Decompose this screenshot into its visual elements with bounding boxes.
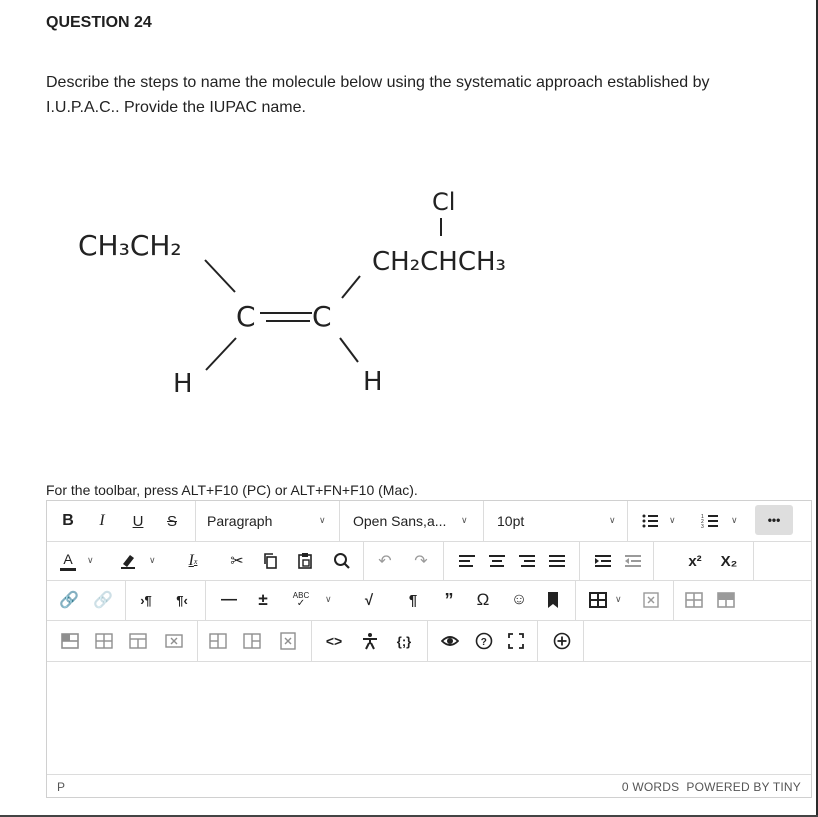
blockquote-icon[interactable]: ”	[444, 589, 454, 610]
divider	[311, 620, 312, 661]
divider	[443, 541, 444, 580]
fullscreen-icon[interactable]	[505, 630, 527, 652]
bond-left-lower	[206, 338, 236, 370]
delete-column-icon[interactable]	[277, 630, 299, 652]
question-text: Describe the steps to name the molecule below using the systematic approach established by I.U.P.A.C.. Provide the IUPAC name.	[46, 74, 710, 116]
source-code-icon[interactable]: <>	[325, 633, 343, 649]
bond-left-upper	[205, 260, 235, 292]
redo-icon[interactable]: ↷	[414, 553, 428, 570]
svg-text:?: ?	[480, 637, 487, 648]
divider	[579, 541, 580, 580]
align-left-icon[interactable]	[457, 550, 477, 572]
chevron-down-icon[interactable]: ∨	[615, 594, 622, 604]
insert-row-after-icon[interactable]	[127, 630, 149, 652]
insert-row-before-icon[interactable]	[93, 630, 115, 652]
cut-icon[interactable]: ✂	[230, 553, 244, 570]
rich-text-editor[interactable]	[46, 500, 812, 798]
chevron-down-icon[interactable]: ∨	[325, 594, 332, 604]
superscript-button[interactable]: x²	[688, 552, 702, 570]
element-path[interactable]: P	[57, 780, 66, 794]
link-icon[interactable]: 🔗	[59, 592, 79, 609]
text-color-icon: A	[63, 550, 73, 567]
divider	[753, 541, 754, 580]
strikethrough-button[interactable]: S	[166, 512, 177, 530]
accessibility-icon[interactable]	[359, 630, 381, 652]
divider	[653, 541, 654, 580]
numbered-list-icon[interactable]	[699, 510, 721, 532]
plus-minus-icon[interactable]: ±	[258, 590, 268, 609]
chevron-down-icon[interactable]: ∨	[731, 515, 738, 525]
hydrogen-right: H	[363, 367, 383, 397]
svg-text:2: 2	[701, 519, 704, 525]
toolbar-row-4	[47, 620, 811, 662]
chevron-down-icon[interactable]: ∨	[149, 555, 156, 565]
bookmark-icon[interactable]	[543, 589, 563, 611]
divider	[673, 580, 674, 620]
spellcheck-tick: ✓	[296, 597, 306, 609]
align-justify-icon[interactable]	[547, 550, 567, 572]
special-character-icon[interactable]: Ω	[476, 590, 490, 609]
indent-icon[interactable]	[593, 550, 613, 572]
divider	[363, 541, 364, 580]
powered-by-label[interactable]: POWERED BY TINY	[686, 780, 801, 794]
divider	[427, 620, 428, 661]
word-count-label[interactable]: 0 WORDS	[621, 780, 680, 794]
divider	[339, 501, 340, 541]
clear-formatting-icon[interactable]: I x	[188, 552, 198, 569]
align-right-icon[interactable]	[517, 550, 537, 572]
word-count	[622, 780, 801, 794]
font-size-select[interactable]: 10pt	[497, 513, 525, 529]
svg-text:1: 1	[701, 514, 704, 520]
italic-button[interactable]: I	[99, 512, 105, 529]
unlink-icon[interactable]: 🔗	[93, 592, 113, 609]
spellcheck-icon[interactable]	[291, 587, 311, 611]
editor-status-bar	[47, 774, 811, 799]
divider	[205, 580, 206, 620]
editor-content-area[interactable]	[47, 662, 811, 774]
horizontal-line-icon[interactable]: —	[221, 591, 237, 608]
chloro-label: Cl	[432, 188, 456, 216]
divider	[537, 620, 538, 661]
paragraph-format-select[interactable]: Paragraph	[207, 513, 273, 529]
insert-column-after-icon[interactable]	[241, 630, 263, 652]
more-options-button[interactable]: •••	[755, 505, 793, 535]
outdent-icon[interactable]	[623, 550, 643, 572]
carbon-left: C	[236, 300, 256, 333]
preview-icon[interactable]	[439, 630, 461, 652]
text-color-swatch	[60, 568, 76, 571]
chevron-down-icon: ∨	[461, 515, 468, 525]
align-center-icon[interactable]	[487, 550, 507, 572]
toolbar-hint: For the toolbar, press ALT+F10 (PC) or ALT+FN+F10 (Mac).	[46, 482, 418, 498]
bond-right-lower	[340, 338, 358, 362]
cell-properties-icon[interactable]	[715, 589, 737, 611]
bond-right-upper	[342, 276, 360, 298]
spellcheck-label: ABC	[292, 590, 310, 600]
bullet-list-icon[interactable]	[639, 510, 661, 532]
divider	[627, 501, 628, 541]
copy-icon[interactable]	[261, 550, 281, 572]
math-equation-icon[interactable]: {;}	[396, 633, 412, 649]
chevron-down-icon: ∨	[319, 515, 326, 525]
chevron-down-icon[interactable]: ∨	[87, 555, 94, 565]
table-properties-icon[interactable]	[683, 589, 705, 611]
underline-button[interactable]: U	[132, 512, 144, 530]
add-content-icon[interactable]	[551, 630, 573, 652]
divider	[195, 501, 196, 541]
paragraph-mark-icon[interactable]: ¶	[408, 591, 418, 609]
bold-button[interactable]: B	[62, 512, 74, 529]
highlight-color-icon[interactable]	[117, 550, 139, 572]
help-icon[interactable]	[473, 630, 495, 652]
divider	[483, 501, 484, 541]
font-family-select[interactable]: Open Sans,a...	[353, 513, 447, 529]
search-icon[interactable]	[331, 550, 353, 572]
insert-column-before-icon[interactable]	[207, 630, 229, 652]
divider	[583, 620, 584, 661]
chevron-down-icon[interactable]: ∨	[669, 515, 676, 525]
toolbar-row-2	[47, 541, 811, 581]
toolbar-row-3	[47, 580, 811, 621]
question-title: QUESTION 24	[46, 14, 152, 31]
ltr-direction-icon[interactable]: ›¶	[140, 592, 152, 608]
molecule-drawing	[60, 180, 560, 420]
table-icon[interactable]	[587, 589, 609, 611]
left-ethyl-group: CH₃CH₂	[78, 229, 182, 262]
paste-icon[interactable]	[295, 550, 315, 572]
text-color-button[interactable]	[59, 550, 77, 572]
chevron-down-icon: ∨	[609, 515, 616, 525]
square-root-icon[interactable]: √	[364, 591, 374, 609]
svg-text:3: 3	[701, 524, 704, 530]
undo-icon[interactable]: ↶	[378, 553, 392, 570]
rtl-direction-icon[interactable]: ¶‹	[176, 592, 188, 608]
divider	[197, 620, 198, 661]
divider	[575, 580, 576, 620]
delete-table-icon[interactable]	[641, 589, 661, 611]
emoji-icon[interactable]: ☺	[510, 591, 528, 608]
toolbar-row-1	[47, 501, 811, 542]
delete-row-icon[interactable]	[163, 630, 185, 652]
hydrogen-left: H	[173, 369, 193, 399]
subscript-button[interactable]: X₂	[720, 552, 738, 570]
right-chain-group: CH₂CHCH₃	[372, 247, 506, 277]
divider	[125, 580, 126, 620]
carbon-right: C	[312, 300, 332, 333]
row-header-icon[interactable]	[59, 630, 81, 652]
